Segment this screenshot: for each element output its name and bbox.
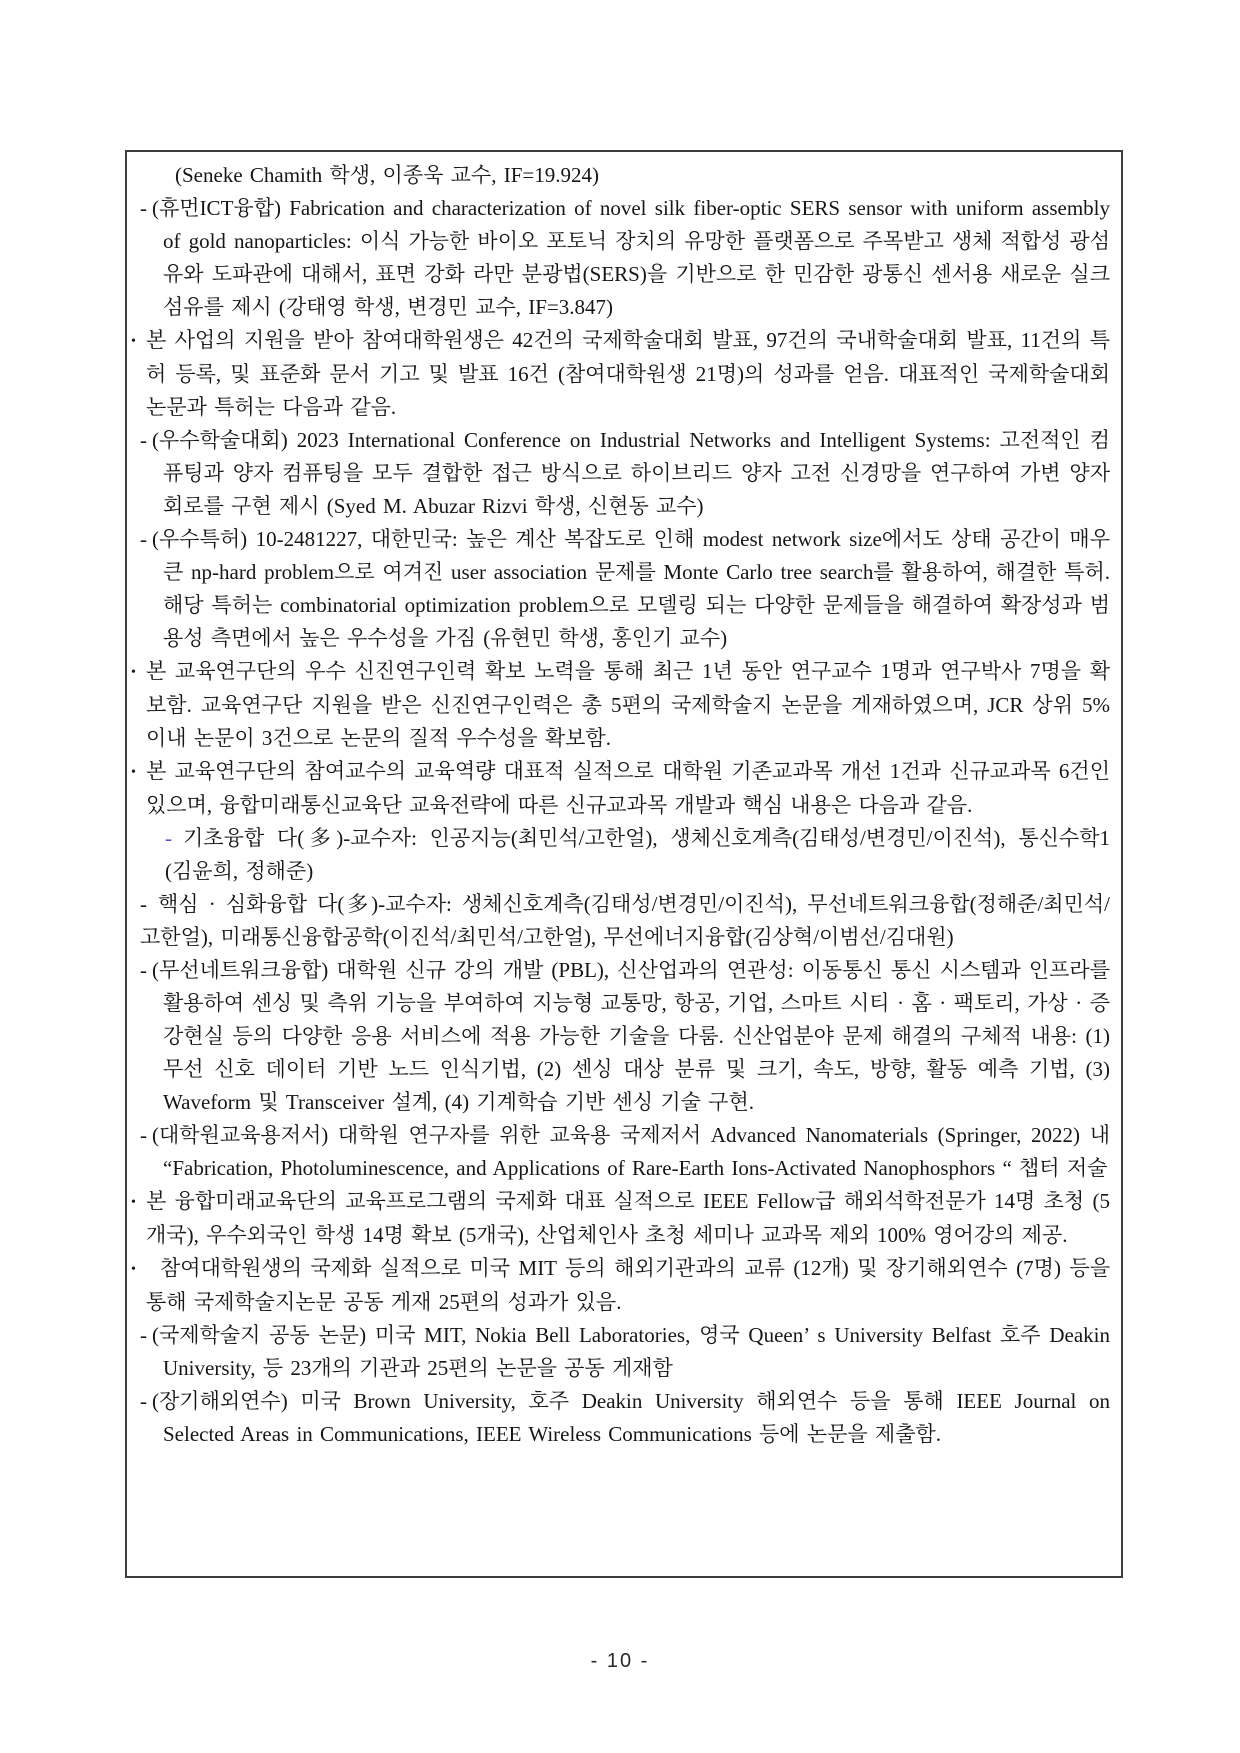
paragraph-text: 본 교육연구단의 우수 신진연구인력 확보 노력을 통해 최근 1년 동안 연구교수 1명과 연구박사 7명을 확보함. 교육연구단 지원을 받은 신진연구인력은 총 5편의 국제학술지 논문을 게재하였으며, JCR 상위 5% 이내 논문이 3건으로 논문의 질적 우수성을 확보함. [146,659,1110,750]
paragraph [131,1319,1110,1385]
paragraph-text: 본 융합미래교육단의 교육프로그램의 국제화 대표 실적으로 IEEE Fellow급 해외석학전문가 14명 초청 (5개국), 우수외국인 학생 14명 확보 (5개국), 산업체인사 초청 세미나 교과목 제외 100% 영어강의 제공. [146,1189,1110,1247]
paragraph-text: (장기해외연수) 미국 Brown University, 호주 Deakin University 해외연수 등을 통해 IEEE Journal on Selected Areas in Communications, IEEE Wireless Communications 등에 논문을 제출함. [152,1389,1110,1446]
paragraph [131,1119,1110,1185]
paragraph [131,1252,1110,1319]
paragraph [131,1185,1110,1252]
paragraph-text: (무선네트워크융합) 대학원 신규 강의 개발 (PBL), 신산업과의 연관성: 이동통신 통신 시스템과 인프라를 활용하여 센싱 및 측위 기능을 부여하여 지능형 교통망, 항공, 기업, 스마트 시티 · 홈 · 팩토리, 가상 · 증강현실 등의 다양한 응용 서비스에 적용 가능한 기술을 다룸. 신산업분야 문제 해결의 구체적 내용: (1) 무선 신호 데이터 기반 노드 인식기법, (2) 센싱 대상 분류 및 크기, 속도, 방향, 활동 예측 기법, (3) Waveform 및 Transceiver 설계, (4) 기계학습 기반 센싱 기술 구현. [152,958,1110,1114]
paragraph-text: 참여대학원생의 국제화 실적으로 미국 MIT 등의 해외기관과의 교류 (12개) 및 장기해외연수 (7명) 등을 통해 국제학술지논문 공동 게재 25편의 성과가 있음. [146,1256,1110,1314]
paragraph [131,822,1110,888]
bullet-icon: • [131,1195,136,1210]
bullet-icon: • [131,1262,136,1277]
dash-icon: - [140,1123,147,1147]
dash-icon: - [140,527,147,551]
paragraph [131,1385,1110,1451]
paragraph-text: (휴먼ICT융합) Fabrication and characterization of novel silk fiber-optic SERS sensor with uniform assembly of gold nanoparticles: 이식 가능한 바이오 포토닉 장치의 유망한 플랫폼으로 주목받고 생체 적합성 광섬유와 도파관에 대해서, 표면 강화 라만 분광법(SERS)을 기반으로 한 민감한 광통신 센서용 새로운 실크 섬유를 제시 (강태영 학생, 변경민 교수, IF=3.847) [152,196,1110,319]
dash-icon: - [140,1389,147,1413]
dash-icon: - [140,892,147,916]
paragraph [131,755,1110,822]
dash-icon: - [140,428,147,452]
paragraph-text: 본 사업의 지원을 받아 참여대학원생은 42건의 국제학술대회 발표, 97건의 국내학술대회 발표, 11건의 특허 등록, 및 표준화 문서 기고 및 발표 16건 (참여대학원생 21명)의 성과를 얻음. 대표적인 국제학술대회 논문과 특허는 다음과 같음. [146,328,1110,419]
dash-icon: - [140,1323,147,1347]
paragraph [131,159,1110,192]
page-number: - 10 - [590,1650,650,1672]
dash-icon: - [140,196,147,220]
paragraph [131,888,1110,954]
paragraph-text: 핵심 · 심화융합 다(多)-교수자: 생체신호계측(김태성/변경민/이진석), 무선네트워크융합(정해준/최민석/고한얼), 미래통신융합공학(이진석/최민석/고한얼), 무선에너지융합(김상혁/이범선/김대원) [140,892,1110,949]
dash-icon: - [165,826,172,850]
paragraph [131,424,1110,523]
paragraph-text: (우수학술대회) 2023 International Conference on Industrial Networks and Intelligent Systems: 고전적인 컴퓨팅과 양자 컴퓨팅을 모두 결합한 접근 방식으로 하이브리드 양자 고전 신경망을 연구하여 가변 양자 회로를 구현 제시 (Syed M. Abuzar Rizvi 학생, 신현동 교수) [152,428,1110,518]
content-box [125,150,1123,1578]
paragraph-text: 기초융합 다(多)-교수자: 인공지능(최민석/고한얼), 생체신호계측(김태성/변경민/이진석), 통신수학1 (김윤희, 정해준) [165,826,1110,883]
paragraph-text: (대학원교육용저서) 대학원 연구자를 위한 교육용 국제저서 Advanced Nanomaterials (Springer, 2022) 내 “Fabrication, Photoluminescence, and Applications of Rare-Earth Ions-Activated Nanophosphors “ 챕터 저술 [152,1123,1110,1180]
bullet-icon: • [131,665,136,680]
paragraph [131,523,1110,655]
paragraph-text: 본 교육연구단의 참여교수의 교육역량 대표적 실적으로 대학원 기존교과목 개선 1건과 신규교과목 6건인 있으며, 융합미래통신교육단 교육전략에 따른 신규교과목 개발과 핵심 내용은 다음과 같음. [146,759,1110,817]
paragraph-text: (Seneke Chamith 학생, 이종욱 교수, IF=19.924) [175,163,599,187]
paragraph [131,954,1110,1119]
bullet-icon: • [131,765,136,780]
bullet-icon: • [131,334,136,349]
paragraph [131,324,1110,424]
paragraph [131,192,1110,324]
paragraph-text: (우수특허) 10-2481227, 대한민국: 높은 계산 복잡도로 인해 modest network size에서도 상태 공간이 매우 큰 np-hard problem으로 여겨진 user association 문제를 Monte Carlo tree search를 활용하여, 해결한 특허. 해당 특허는 combinatorial optimization problem으로 모델링 되는 다양한 문제들을 해결하여 확장성과 범용성 측면에서 높은 우수성을 가짐 (유현민 학생, 홍인기 교수) [152,527,1110,650]
paragraph-text: (국제학술지 공동 논문) 미국 MIT, Nokia Bell Laboratories, 영국 Queen’ s University Belfast 호주 Deakin University, 등 23개의 기관과 25편의 논문을 공동 게재함 [152,1323,1110,1380]
paragraph [131,655,1110,755]
dash-icon: - [140,958,147,982]
paragraph-list [131,159,1110,1451]
